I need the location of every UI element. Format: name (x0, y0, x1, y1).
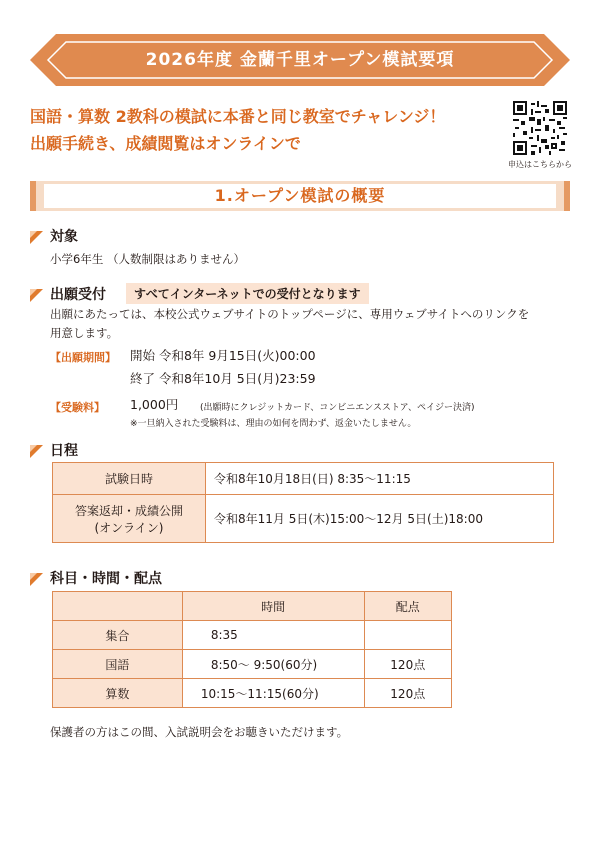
table-row (53, 621, 452, 650)
page-title: 2026年度 金蘭千里オープン模試要項 (145, 50, 455, 70)
lead-text (30, 103, 445, 157)
qr-code[interactable] (513, 101, 567, 155)
application-desc-1: 出願にあたっては、本校公式ウェブサイトのトップページに、専用ウェブサイトへのリンクを (50, 307, 530, 321)
fee-label: 【受験料】 (50, 401, 105, 414)
heading-edge-left (30, 181, 36, 211)
title-banner (30, 34, 570, 86)
qr-caption: 申込はこちらから (508, 160, 572, 169)
subject-time: 10:15～11:15(60分) (182, 679, 364, 708)
period-start: 開始 令和8年 9月15日(火)00:00 (130, 348, 316, 363)
subject-name: 国語 (53, 650, 183, 679)
schedule-value: 令和8年10月18日(日) 8:35～11:15 (206, 463, 554, 495)
schedule-heading: 日程 (50, 443, 78, 459)
subject-score: 120点 (364, 679, 452, 708)
subject-name: 集合 (53, 621, 183, 650)
header-score: 配点 (364, 592, 452, 621)
schedule-value: 令和8年11月 5日(木)15:00～12月 5日(土)18:00 (206, 495, 554, 543)
fee-payment: (出願時にクレジットカード、コンビニエンスストア、ペイジー決済) (200, 403, 475, 413)
target-heading: 対象 (50, 229, 78, 245)
application-heading: 出願受付 (50, 287, 106, 303)
lead-line-1: 国語・算数 2教科の模試に本番と同じ教室でチャレンジ！ (30, 107, 446, 126)
fee-note: ※一旦納入された受験料は、理由の如何を問わず、返金いたしません。 (130, 419, 417, 429)
subject-time: 8:35 (182, 621, 364, 650)
application-desc-2: 用意します。 (50, 326, 119, 340)
subjects-heading: 科目・時間・配点 (50, 571, 162, 587)
footer-note: 保護者の方はこの間、入試説明会をお聴きいただけます。 (50, 725, 349, 739)
schedule-label: 試験日時 (53, 463, 206, 495)
target-text: 小学6年生 （人数制限はありません） (50, 252, 245, 266)
period-label: 【出願期間】 (50, 351, 116, 364)
subjects-table (52, 591, 452, 708)
subject-name: 算数 (53, 679, 183, 708)
section-title: 1.オープン模試の概要 (44, 184, 556, 208)
application-tag: すべてインターネットでの受付となります (126, 283, 369, 304)
table-row (53, 463, 554, 495)
fee-amount: 1,000円 (130, 397, 179, 412)
table-row (53, 495, 554, 543)
heading-edge-right (564, 181, 570, 211)
table-row (53, 679, 452, 708)
subject-time: 8:50～ 9:50(60分) (182, 650, 364, 679)
section-heading (30, 181, 570, 211)
table-header-row (53, 592, 452, 621)
header-empty (53, 592, 183, 621)
period-end: 終了 令和8年10月 5日(月)23:59 (130, 371, 316, 386)
subject-score (364, 621, 452, 650)
schedule-table (52, 462, 554, 543)
lead-line-2: 出願手続き、成績閲覧はオンラインで (30, 134, 301, 153)
table-row (53, 650, 452, 679)
subject-score: 120点 (364, 650, 452, 679)
header-time: 時間 (182, 592, 364, 621)
schedule-label: 答案返却・成績公開 (オンライン) (53, 495, 206, 543)
